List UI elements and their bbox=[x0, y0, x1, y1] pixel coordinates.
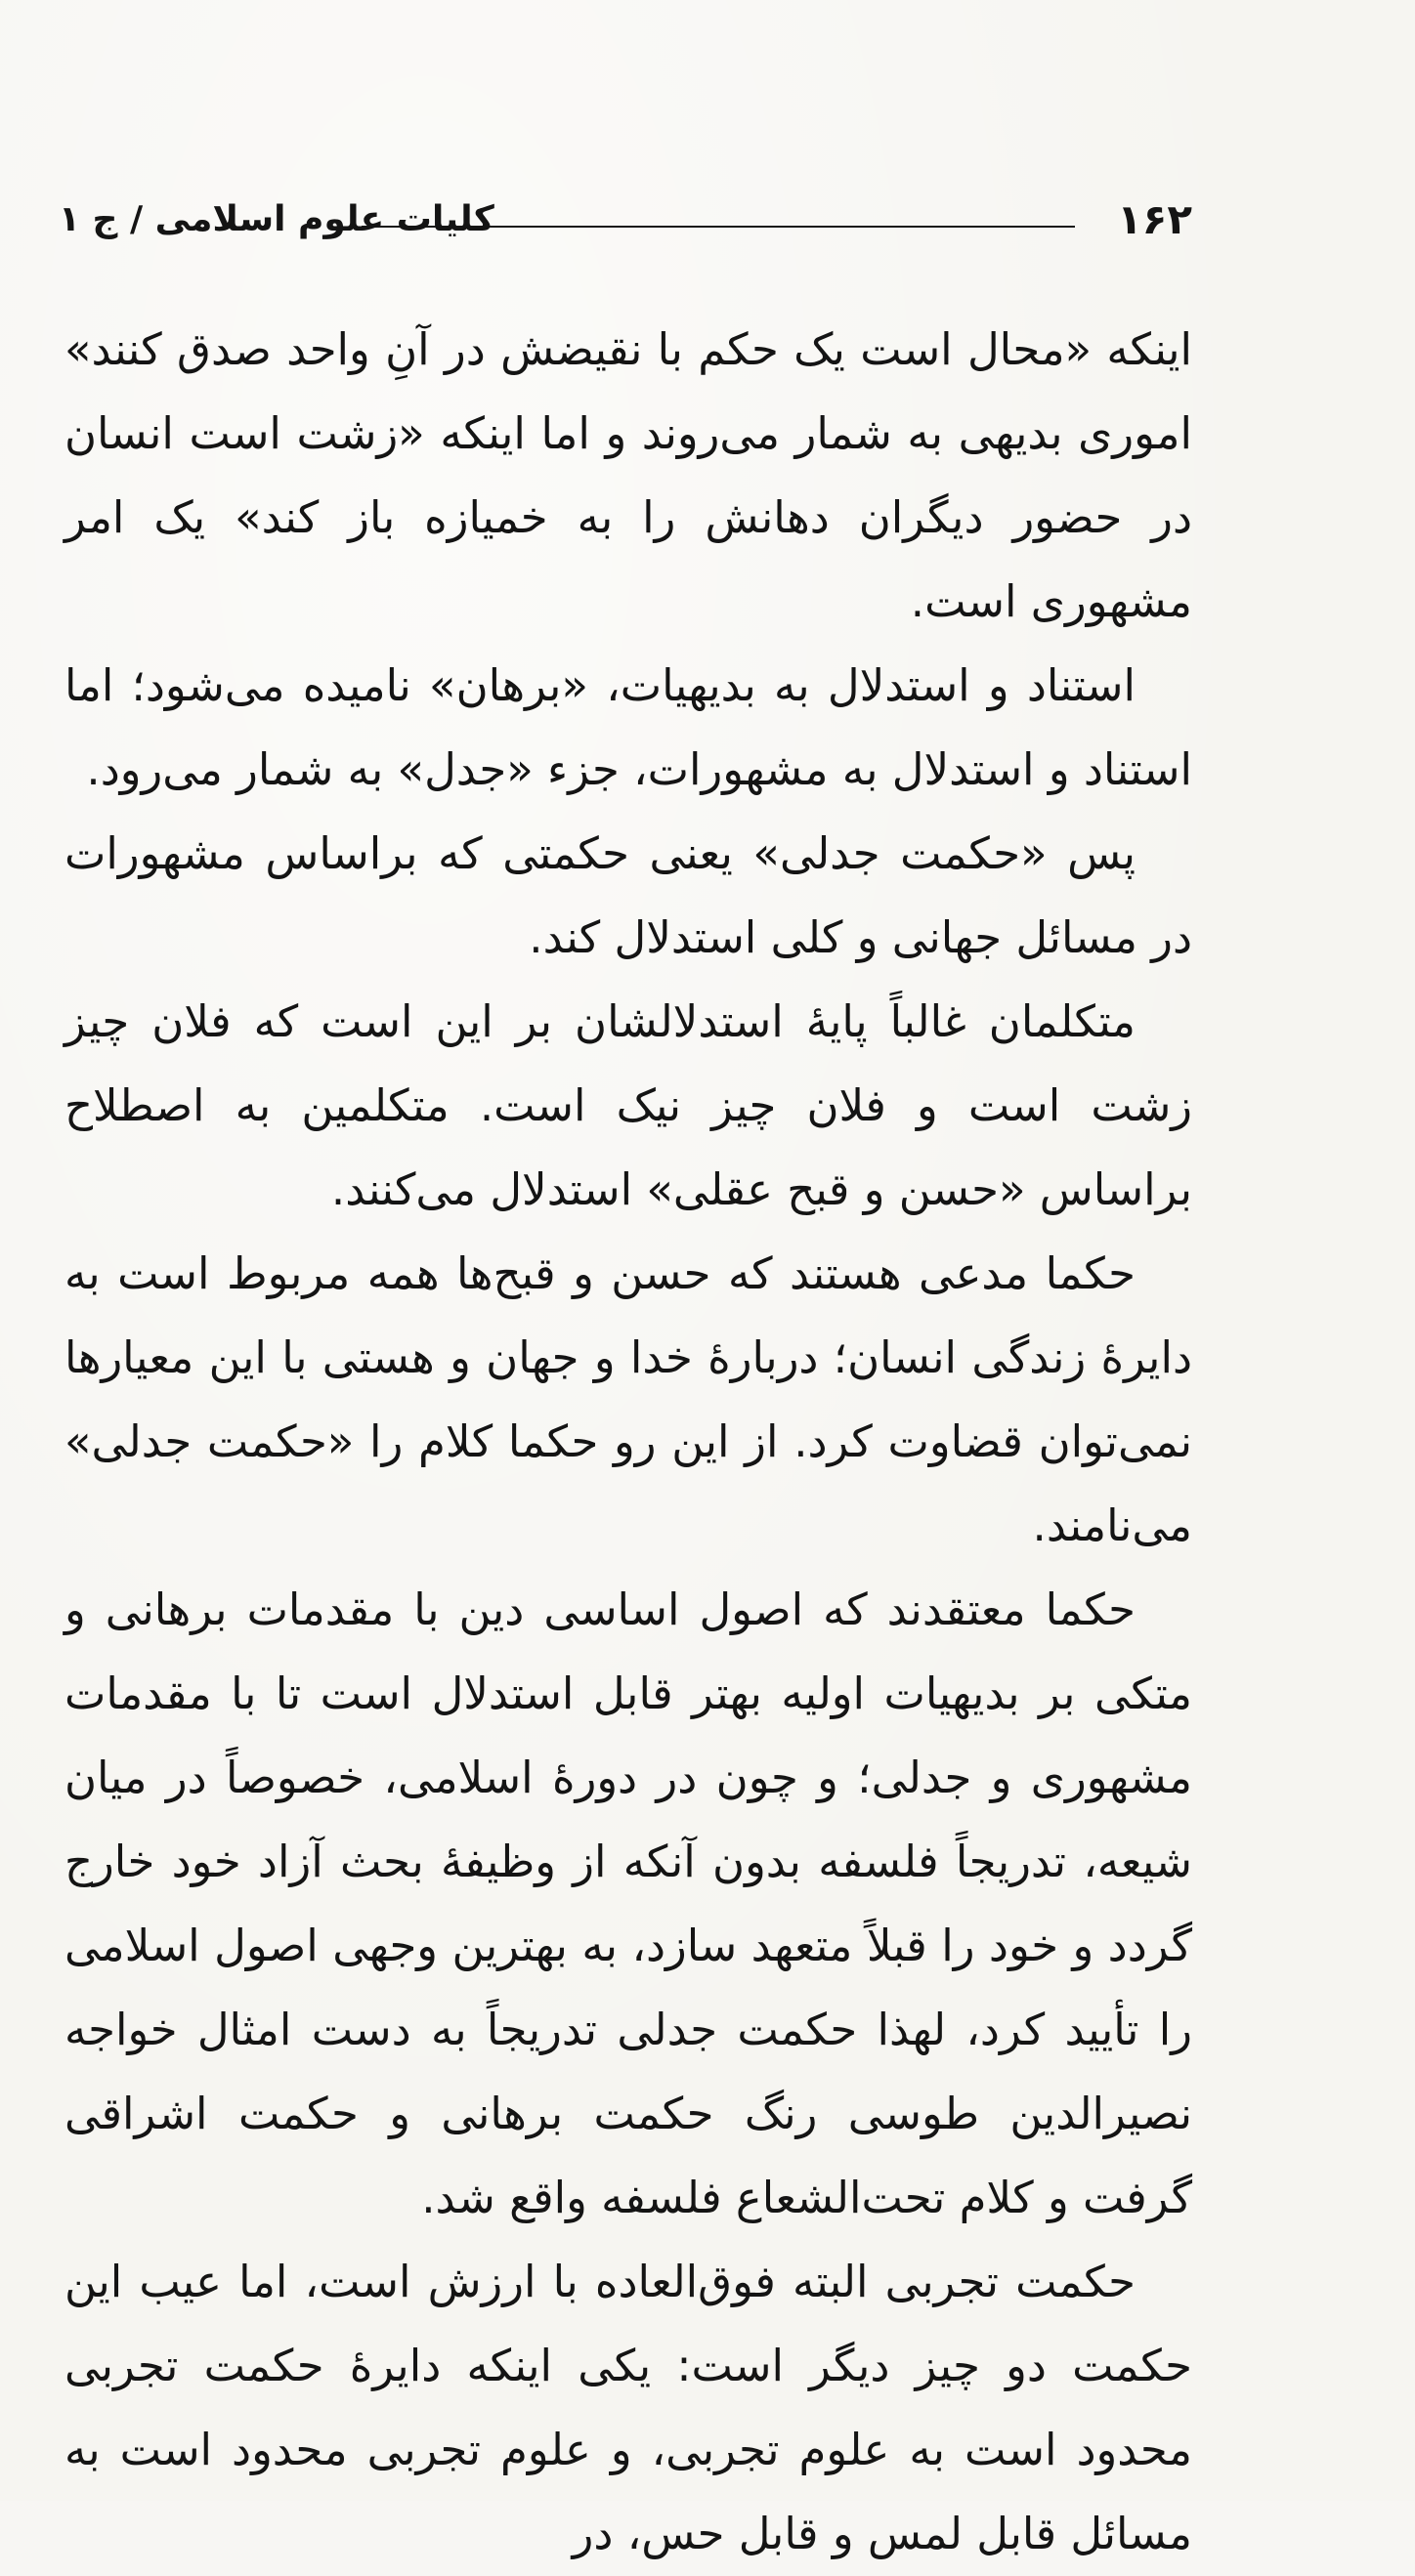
paragraph-4: متکلمان غالباً پایهٔ استدلالشان بر این است که فلان چیز زشت است و فلان چیز نیک است. متکلمین به اصطلاح براساس «حسن و قبح عقلی» استدلال می‌کنند. bbox=[64, 995, 1192, 1215]
paragraph-6: حکما معتقدند که اصول اساسی دین با مقدمات برهانی و متکی بر بدیهیات اولیه بهتر قابل استدلال است تا با مقدمات مشهوری و جدلی؛ و چون در دورهٔ اسلامی، خصوصاً در میان شیعه، تدریجاً فلسفه بدون آنکه از وظیفهٔ بحث آزاد خود خارج گردد و خود را قبلاً متعهد سازد، به بهترین وجهی اصول اسلامی را تأیید کرد، لهذا حکمت جدلی تدریجاً به دست امثال خواجه نصیرالدین طوسی رنگ حکمت برهانی و حکمت اشراقی گرفت و کلام تحت‌الشعاع فلسفه واقع شد. bbox=[64, 1584, 1192, 2223]
paragraph-7: حکمت تجربی البته فوق‌العاده با ارزش است، اما عیب این حکمت دو چیز دیگر است: یکی اینکه دایرهٔ حکمت تجربی محدود است به علوم تجربی، و علوم تجربی محدود است به مسائل قابل لمس و قابل حس، در bbox=[64, 2256, 1192, 2559]
running-header bbox=[59, 190, 1192, 249]
body-text bbox=[64, 308, 1192, 2576]
paragraph-2: استناد و استدلال به بدیهیات، «برهان» نامیده می‌شود؛ اما استناد و استدلال به مشهورات، جزء «جدل» به شمار می‌رود. bbox=[64, 659, 1192, 795]
page-number: ۱۶۲ bbox=[1117, 195, 1192, 243]
book-title: کلیات علوم اسلامی / ج ۱ bbox=[59, 199, 494, 239]
paragraph-5: حکما مدعی هستند که حسن و قبح‌ها همه مربوط است به دایرهٔ زندگی انسان؛ دربارهٔ خدا و جهان و هستی با این معیارها نمی‌توان قضاوت کرد. از این رو حکما کلام را «حکمت جدلی» می‌نامند. bbox=[64, 1247, 1192, 1551]
paragraph-1: اینکه «محال است یک حکم با نقیضش در آنِ واحد صدق کنند» اموری بدیهی به شمار می‌روند و اما اینکه «زشت است انسان در حضور دیگران دهانش را به خمیازه باز کند» یک امر مشهوری است. bbox=[64, 323, 1192, 627]
paragraph-3: پس «حکمت جدلی» یعنی حکمتی که براساس مشهورات در مسائل جهانی و کلی استدلال کند. bbox=[64, 827, 1192, 963]
